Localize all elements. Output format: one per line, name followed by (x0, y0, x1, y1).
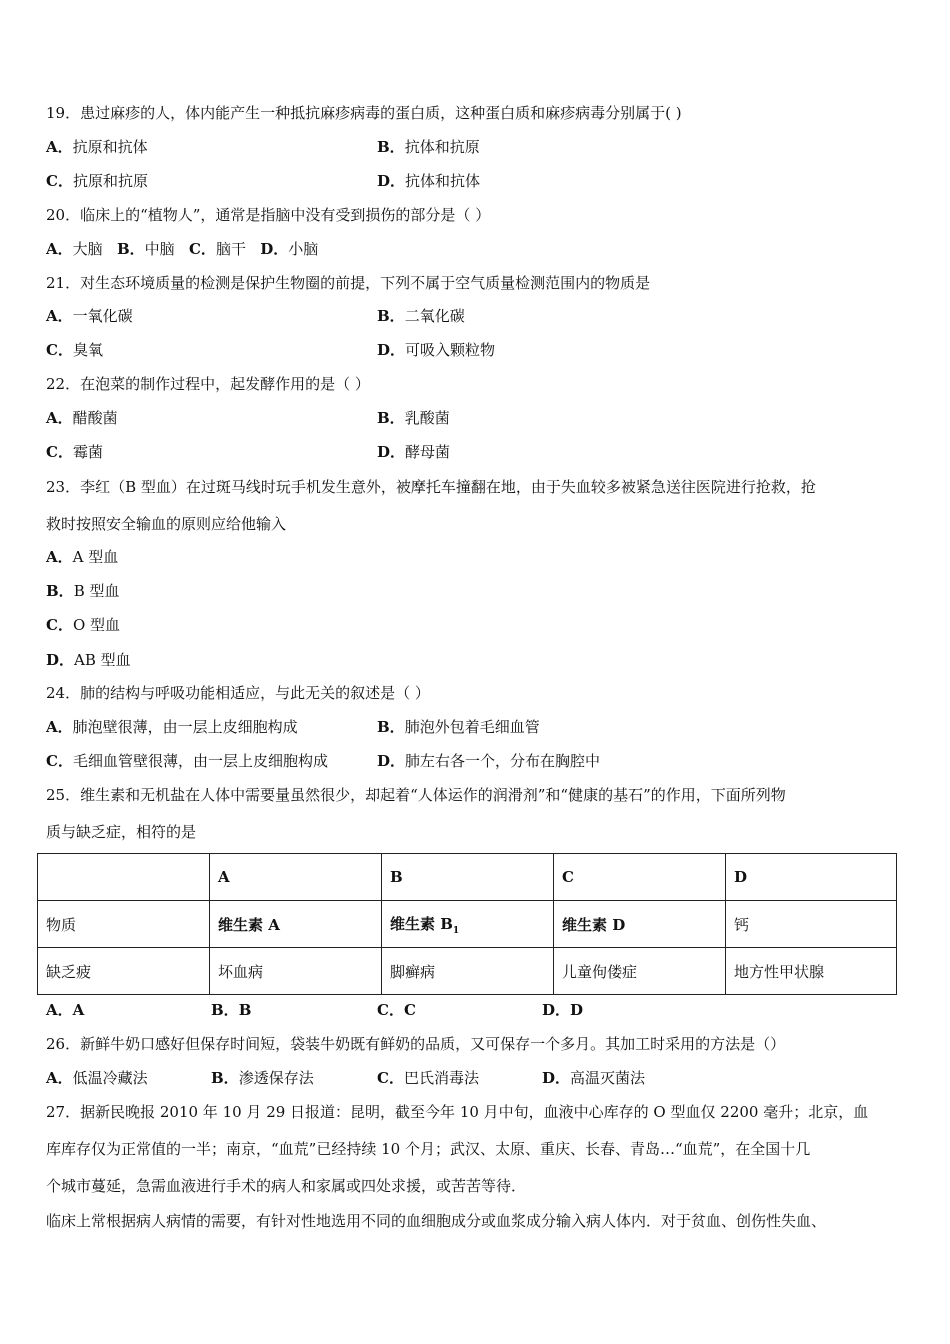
q20-stem: 20．临床上的“植物人”，通常是指脑中没有受到损伤的部分是（ ） (46, 206, 491, 224)
table-cell: D (726, 854, 897, 901)
q23-option-a: A．A 型血 (46, 548, 119, 566)
q23-option-b: B．B 型血 (46, 582, 120, 600)
q20-options: A．大脑 B．中脑 C．脑干 D．小脑 (46, 240, 319, 258)
q21-option-a: A．一氧化碳 (46, 307, 133, 325)
q19-option-a: A．抗原和抗体 (46, 138, 148, 156)
q19-option-c: C．抗原和抗原 (46, 172, 148, 190)
q23-stem-line2: 救时按照安全输血的原则应给他输入 (46, 515, 287, 533)
table-cell: 儿童佝偻症 (554, 948, 726, 995)
table-cell: 物质 (38, 901, 210, 948)
table-cell (38, 854, 210, 901)
table-cell: 缺乏疲 (38, 948, 210, 995)
q26-option-b: B．渗透保存法 (211, 1069, 314, 1087)
q21-option-d: D．可吸入颗粒物 (377, 341, 496, 359)
q23-option-c: C．O 型血 (46, 616, 121, 634)
q19-option-d: D．抗体和抗体 (377, 172, 481, 190)
q25-option-b: B．B (211, 1001, 252, 1019)
q21-option-c: C．臭氧 (46, 341, 103, 359)
q24-option-a: A．肺泡壁很薄，由一层上皮细胞构成 (46, 718, 298, 736)
q22-option-c: C．霉菌 (46, 443, 103, 461)
q22-option-a: A．醋酸菌 (46, 409, 118, 427)
table-row (38, 948, 897, 995)
table-cell: 维生素 D (554, 901, 726, 948)
q24-stem: 24．肺的结构与呼吸功能相适应，与此无关的叙述是（ ） (46, 684, 430, 702)
q19-stem: 19．患过麻疹的人，体内能产生一种抵抗麻疹病毒的蛋白质，这种蛋白质和麻疹病毒分别属于( ) (46, 104, 682, 122)
table-cell: 脚癣病 (382, 948, 554, 995)
q25-option-d: D．D (542, 1001, 584, 1019)
table-row (38, 901, 897, 948)
table-cell: B (382, 854, 554, 901)
table-cell: 维生素 A (210, 901, 382, 948)
q27-line2: 库库存仅为正常值的一半；南京，“血荒”已经持续 10 个月；武汉、太原、重庆、长春、青岛…“血荒”，在全国十几 (46, 1140, 811, 1158)
q24-option-b: B．肺泡外包着毛细血管 (377, 718, 540, 736)
q27-line3: 个城市蔓延，急需血液进行手术的病人和家属或四处求援，或苦苦等待． (46, 1177, 527, 1195)
q26-option-c: C．巴氏消毒法 (377, 1069, 479, 1087)
q19-option-b: B．抗体和抗原 (377, 138, 480, 156)
q27-line4: 临床上常根据病人病情的需要，有针对性地选用不同的血细胞成分或血浆成分输入病人体内．对于贫血、创伤性失血、 (46, 1212, 827, 1230)
q21-option-b: B．二氧化碳 (377, 307, 465, 325)
table-row (38, 854, 897, 901)
q24-option-c: C．毛细血管壁很薄，由一层上皮细胞构成 (46, 752, 328, 770)
q23-option-d: D．AB 型血 (46, 651, 131, 669)
q25-table (37, 853, 897, 995)
table-cell: A (210, 854, 382, 901)
q27-line1: 27．据新民晚报 2010 年 10 月 29 日报道：昆明，截至今年 10 月中旬，血液中心库存的 O 型血仅 2200 毫升；北京，血 (46, 1103, 869, 1121)
q22-option-d: D．酵母菌 (377, 443, 451, 461)
q26-option-a: A．低温冷藏法 (46, 1069, 148, 1087)
q26-option-d: D．高温灭菌法 (542, 1069, 646, 1087)
q22-option-b: B．乳酸菌 (377, 409, 450, 427)
q25-option-c: C．C (377, 1001, 416, 1019)
q23-stem-line1: 23．李红（B 型血）在过斑马线时玩手机发生意外，被摩托车撞翻在地，由于失血较多被紧急送往医院进行抢救，抢 (46, 478, 816, 496)
table-cell: C (554, 854, 726, 901)
q25-stem-line2: 质与缺乏症，相符的是 (46, 823, 197, 841)
q26-stem: 26．新鲜牛奶口感好但保存时间短，袋装牛奶既有鲜奶的品质，又可保存一个多月。其加工时采用的方法是（） (46, 1035, 786, 1053)
table-cell: 坏血病 (210, 948, 382, 995)
table-cell: 地方性甲状腺 (726, 948, 897, 995)
q21-stem: 21．对生态环境质量的检测是保护生物圈的前提，下列不属于空气质量检测范围内的物质是 (46, 274, 651, 292)
q25-stem-line1: 25．维生素和无机盐在人体中需要量虽然很少，却起着“人体运作的润滑剂”和“健康的基石”的作用，下面所列物 (46, 786, 786, 804)
table-cell: 钙 (726, 901, 897, 948)
q24-option-d: D．肺左右各一个，分布在胸腔中 (377, 752, 601, 770)
table-cell: 维生素 $B_1$ (382, 901, 554, 948)
q25-option-a: A．A (46, 1001, 85, 1019)
q22-stem: 22．在泡菜的制作过程中，起发酵作用的是（ ） (46, 375, 370, 393)
